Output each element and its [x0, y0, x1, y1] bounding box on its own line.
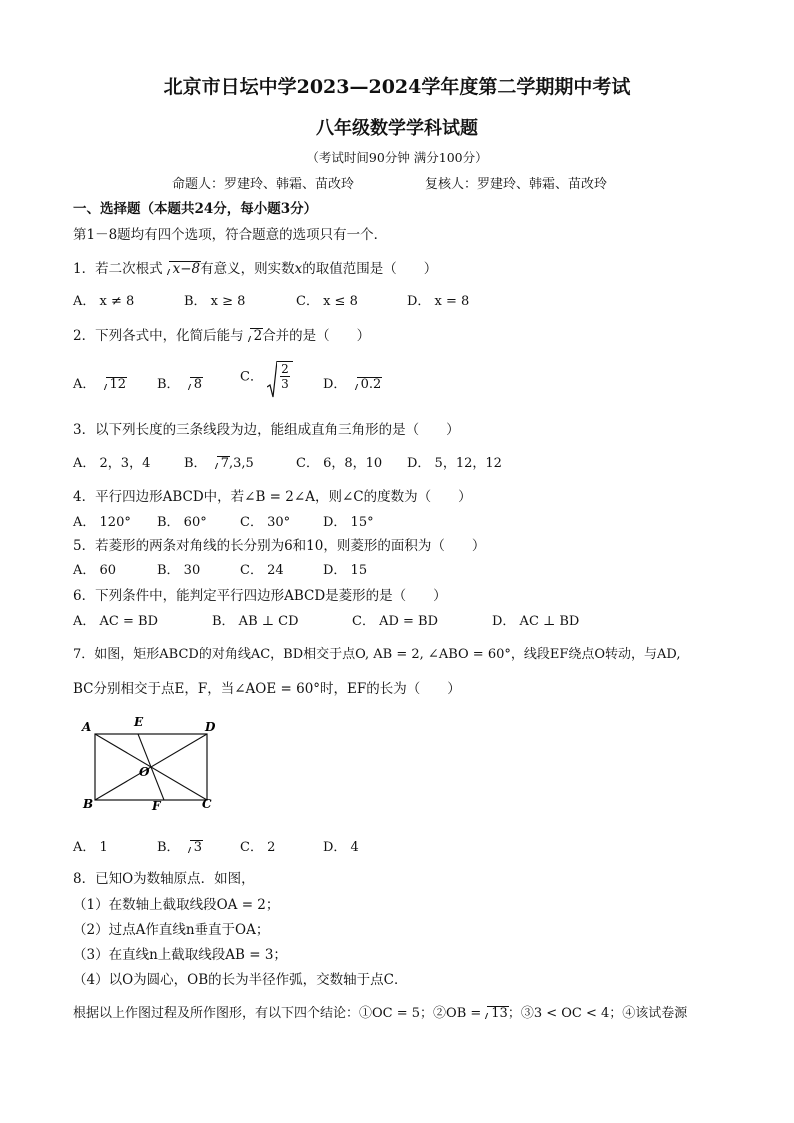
- q6-option-a: A． AC = BD: [73, 614, 158, 629]
- q2-post: 合并的是（ ）: [262, 328, 371, 344]
- q2-a-label: A．: [73, 377, 96, 392]
- q5-option-d: D． 15: [323, 563, 368, 578]
- question-3-stem: 3．以下列长度的三条线段为边，能组成直角三角形的是（ ）: [73, 422, 460, 438]
- q8-step-4: （4）以O为圆心，OB的长为半径作弧，交数轴于点C．: [73, 972, 408, 988]
- authors-line: 命题人：罗建玲、韩霜、苗改玲: [172, 177, 355, 192]
- q4-option-a: A． 120°: [73, 515, 131, 530]
- q1-option-c: C． x ≤ 8: [296, 294, 358, 309]
- q2-d-radicand: 0.2: [360, 377, 382, 392]
- q1-post2: 的取值范围是（ ）: [302, 261, 438, 277]
- q8-radicand: 13: [491, 1006, 508, 1021]
- q2-radicand: 2: [253, 328, 263, 344]
- q2-a-radical: [101, 377, 127, 392]
- q1-radical: [164, 261, 201, 277]
- question-7-line-1: 7．如图，矩形ABCD的对角线AC，BD相交于点O, AB = 2, ∠ABO = 60°，线段EF绕点O转动，与AD,: [73, 647, 681, 662]
- q2-b-radicand: 8: [193, 377, 202, 392]
- q2-a-radicand: 12: [109, 377, 127, 392]
- q2-c-radical: [267, 359, 293, 391]
- q2-option-b: [157, 373, 202, 392]
- q3-option-b: [184, 452, 254, 471]
- q1-pre: 1．若二次根式: [73, 261, 163, 277]
- q2-c-denominator: 3: [281, 377, 289, 391]
- label-b: B: [83, 797, 94, 811]
- rectangle-figure: [78, 714, 223, 812]
- question-4-stem: 4．平行四边形ABCD中，若∠B = 2∠A，则∠C的度数为（ ）: [73, 489, 472, 505]
- q2-c-fraction: [277, 361, 293, 391]
- q4-option-d: D． 15°: [323, 515, 374, 530]
- q1-var: x: [294, 261, 303, 277]
- q2-radical: [245, 328, 263, 344]
- q3-b-radicand: 7: [220, 456, 229, 471]
- q1-option-b: B． x ≥ 8: [184, 294, 246, 309]
- label-f: F: [152, 799, 161, 812]
- q6-option-b: B． AB ⊥ CD: [212, 614, 299, 629]
- question-8-stem: 8．已知O为数轴原点．如图，: [73, 871, 255, 887]
- q7-b-label: B．: [157, 840, 180, 855]
- q7-option-a: A． 1: [73, 840, 108, 855]
- label-e: E: [134, 715, 144, 729]
- q2-c-label: C．: [240, 369, 263, 385]
- section-heading: 一、选择题（本题共24分，每小题3分）: [73, 201, 318, 217]
- reviewers-line: 复核人：罗建玲、韩霜、苗改玲: [425, 177, 608, 192]
- question-1-stem: [73, 257, 437, 277]
- q2-c-numerator: 2: [281, 362, 289, 376]
- q4-option-c: C． 30°: [240, 515, 291, 530]
- q7-b-radical: [185, 840, 202, 855]
- label-d: D: [205, 720, 216, 734]
- q2-pre: 2．下列各式中，化简后能与: [73, 328, 244, 344]
- q5-option-a: A． 60: [73, 563, 117, 578]
- q4-option-b: B． 60°: [157, 515, 207, 530]
- q1-post: 有意义，则实数: [200, 261, 295, 277]
- q8-step-2: （2）过点A作直线n垂直于OA；: [73, 922, 270, 938]
- q3-option-a: A． 2，3，4: [73, 456, 151, 471]
- q6-option-c: C． AD = BD: [352, 614, 439, 629]
- label-a: A: [82, 720, 92, 734]
- q6-option-d: D． AC ⊥ BD: [492, 614, 580, 629]
- question-5-stem: 5．若菱形的两条对角线的长分别为6和10，则菱形的面积为（ ）: [73, 538, 486, 554]
- radical-sign-icon: [267, 361, 277, 399]
- q5-option-b: B． 30: [157, 563, 201, 578]
- q8-conclusion-pre: 根据以上作图过程及所作图形，有以下四个结论：①OC = 5；②OB =: [73, 1006, 482, 1021]
- q2-option-c: [240, 359, 293, 391]
- q2-d-radical: [352, 377, 382, 392]
- q2-b-radical: [185, 377, 202, 392]
- q3-option-d: D． 5，12，12: [407, 456, 502, 471]
- q8-conclusion-post: ；③3 < OC < 4；④该试卷源: [507, 1006, 688, 1021]
- q8-radical: [482, 1006, 508, 1021]
- q7-option-b: [157, 836, 202, 855]
- q8-conclusions: [73, 1002, 687, 1021]
- q5-option-c: C． 24: [240, 563, 284, 578]
- question-2-stem: [73, 324, 370, 344]
- q7-option-c: C． 2: [240, 840, 276, 855]
- q1-radicand: x−8: [172, 261, 201, 277]
- q2-b-label: B．: [157, 377, 180, 392]
- q2-option-d: [323, 373, 381, 392]
- q7-option-d: D． 4: [323, 840, 359, 855]
- label-o: O: [139, 765, 150, 779]
- exam-title: 北京市日坛中学2023—2024学年度第二学期期中考试: [163, 76, 631, 98]
- q1-option-d: D． x = 8: [407, 294, 470, 309]
- question-6-stem: 6．下列条件中，能判定平行四边形ABCD是菱形的是（ ）: [73, 588, 447, 604]
- exam-info: （考试时间90分钟 满分100分）: [306, 150, 488, 165]
- q3-option-c: C． 6，8，10: [296, 456, 383, 471]
- q3-b-label: B．: [184, 456, 207, 471]
- q3-b-radical: [212, 456, 229, 471]
- section-instruction: 第1－8题均有四个选项，符合题意的选项只有一个．: [73, 227, 388, 243]
- q7-b-radicand: 3: [193, 840, 202, 855]
- label-c: C: [202, 797, 212, 811]
- q8-step-1: （1）在数轴上截取线段OA = 2；: [73, 897, 280, 913]
- q2-option-a: [73, 373, 126, 392]
- q1-option-a: A． x ≠ 8: [73, 294, 135, 309]
- q3-b-rest: ,3,5: [228, 456, 254, 471]
- question-7-line-2: BC分别相交于点E，F，当∠AOE = 60°时，EF的长为（ ）: [73, 681, 461, 697]
- exam-subtitle: 八年级数学学科试题: [316, 118, 478, 139]
- q8-step-3: （3）在直线n上截取线段AB = 3；: [73, 947, 287, 963]
- q2-d-label: D．: [323, 377, 347, 392]
